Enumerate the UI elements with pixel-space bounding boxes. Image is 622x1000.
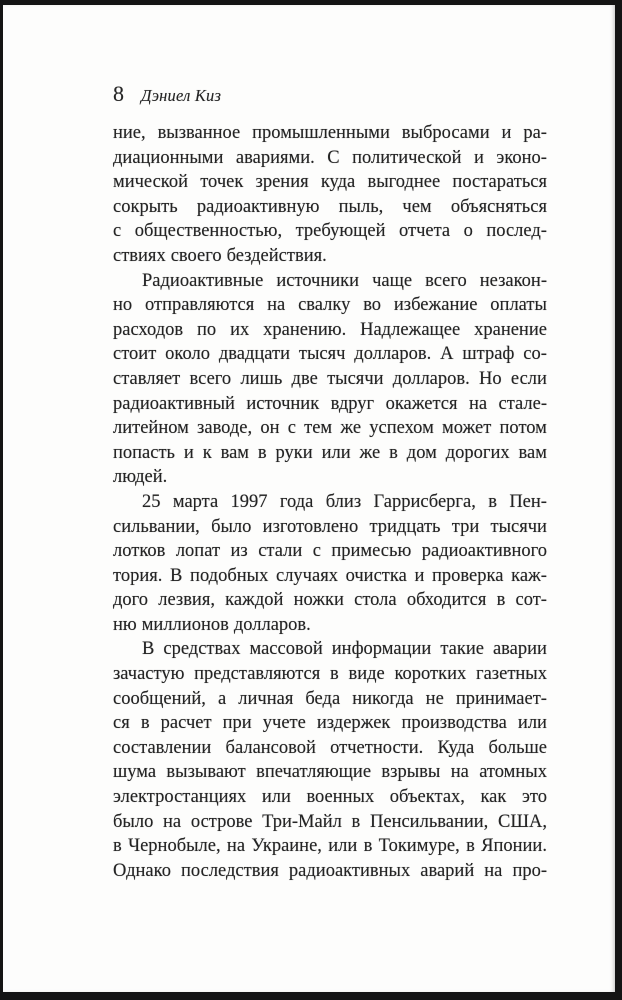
word: Токимуре,: [378, 836, 460, 857]
word: лезвия,: [158, 590, 215, 611]
text-line: [113, 441, 547, 466]
word: шума: [113, 762, 157, 783]
word: сообщений,: [113, 688, 206, 709]
word: Чернобыле,: [128, 836, 221, 857]
word: тысячи: [327, 368, 384, 389]
text-line: [113, 515, 547, 540]
word: обходится: [406, 590, 487, 611]
word: на: [226, 836, 246, 857]
word: подобных: [190, 565, 269, 586]
word: постараться: [452, 172, 547, 193]
word: своего: [170, 245, 222, 266]
word: 25: [142, 491, 161, 512]
word: с: [287, 418, 296, 439]
word: около: [165, 344, 210, 365]
word: производства: [401, 713, 507, 734]
word: или: [261, 787, 291, 808]
word: чаще: [372, 270, 413, 291]
word: в: [363, 836, 373, 857]
word: В: [170, 565, 183, 586]
word: долларов.: [392, 368, 470, 389]
word: лопат: [175, 541, 221, 562]
word: в: [488, 491, 497, 512]
word: окажется: [385, 393, 458, 414]
word: на: [450, 762, 469, 783]
word: ра-: [523, 123, 547, 143]
word: литейном: [113, 418, 189, 439]
word: и: [501, 123, 512, 143]
word: радиоактивных: [288, 860, 411, 881]
word: средствах: [163, 639, 241, 660]
word: Украине,: [251, 836, 322, 857]
text-line: [113, 564, 547, 589]
word: лишь: [240, 368, 283, 389]
word: личная: [238, 688, 294, 709]
word: или: [321, 442, 351, 463]
word: такие: [440, 639, 484, 660]
word: на: [163, 811, 182, 832]
word: Пен-: [509, 491, 547, 512]
word: и: [474, 147, 484, 168]
word: очистка: [345, 565, 407, 586]
word: попасть: [113, 442, 175, 463]
word: близ: [325, 491, 362, 512]
word: и: [183, 442, 194, 463]
word: массовой: [249, 639, 323, 660]
text-line: [113, 146, 547, 171]
text-line: [113, 293, 547, 318]
text-line: [113, 613, 547, 638]
word: как: [480, 787, 507, 808]
word: было: [113, 811, 154, 832]
word: или: [328, 836, 358, 857]
word: проверка: [432, 565, 504, 586]
word: стали: [258, 541, 303, 562]
word: ся: [113, 713, 130, 734]
word: объясняться: [450, 196, 547, 217]
word: стоит: [113, 344, 157, 365]
text-line: [113, 662, 547, 687]
word: людей.: [113, 467, 168, 488]
text-line: [113, 465, 547, 490]
word: потом: [499, 418, 547, 439]
word: политической: [352, 147, 462, 168]
word: Но: [479, 368, 502, 389]
word: по: [197, 319, 217, 340]
word: тридцать: [369, 516, 441, 537]
word: успехом: [369, 418, 434, 439]
word: три: [451, 516, 480, 537]
word: тысячи: [490, 516, 547, 537]
word: авариями.: [235, 147, 315, 168]
word: Радиоактивные: [142, 270, 264, 291]
word: беда: [305, 688, 341, 709]
word: он: [260, 418, 280, 439]
word: расчет: [160, 713, 212, 734]
word: же: [359, 442, 381, 463]
word: с: [113, 221, 122, 242]
word: учете: [262, 713, 306, 734]
word: аварии: [492, 639, 547, 660]
text-line: [113, 859, 547, 884]
word: Пенсильвании,: [370, 811, 489, 832]
word: вдруг: [330, 393, 375, 414]
word: объектах,: [389, 787, 465, 808]
word: источники: [276, 270, 360, 291]
text-line: [113, 834, 547, 859]
word: ние,: [113, 123, 146, 143]
word: отчетности.: [330, 737, 424, 758]
word: дом: [406, 442, 437, 463]
word: выбросами: [401, 123, 490, 143]
word: аварий: [420, 860, 475, 881]
word: их: [230, 319, 250, 340]
text-line: [113, 195, 547, 220]
text-line: [113, 219, 547, 244]
text-line: [113, 416, 547, 441]
word: случаях: [275, 565, 338, 586]
text-line: [113, 269, 547, 294]
word: взрывы: [381, 762, 441, 783]
word: расходов: [113, 319, 184, 340]
word: тем: [304, 418, 333, 439]
word: со-: [523, 344, 547, 365]
word: требующей: [295, 221, 386, 242]
word: ножки: [293, 590, 344, 611]
word: источник: [246, 393, 320, 414]
word: может: [441, 418, 492, 439]
word: точек: [200, 172, 244, 193]
word: миллионов: [141, 614, 229, 635]
word: во: [363, 295, 382, 316]
word: послед-: [486, 221, 547, 242]
text-line: [113, 539, 547, 564]
word: пыль,: [338, 196, 384, 217]
word: вызывают: [166, 762, 246, 783]
word: издержек: [316, 713, 391, 734]
word: в: [389, 442, 398, 463]
word: сильвании,: [113, 516, 200, 537]
word: зрения: [255, 172, 309, 193]
word: но: [113, 295, 133, 316]
text-block: [113, 121, 547, 883]
text-line: [113, 687, 547, 712]
word: отчета: [399, 221, 451, 242]
word: в: [140, 713, 150, 734]
running-head: [113, 81, 547, 109]
word: стале-: [498, 393, 547, 414]
word: Надлежащее: [360, 319, 461, 340]
word: долларов.: [233, 614, 311, 635]
text-line: [113, 170, 547, 195]
word: последствия: [181, 860, 279, 881]
word: А: [440, 344, 454, 365]
word: общественностью,: [134, 221, 283, 242]
text-line: [113, 367, 547, 392]
word: в: [351, 811, 361, 832]
word: радиоактивный: [113, 393, 235, 414]
word: Однако: [113, 860, 171, 881]
word: всего: [189, 368, 232, 389]
page-number: 8: [113, 81, 124, 106]
word: вам: [220, 442, 249, 463]
text-line: [113, 785, 547, 810]
text-line: [113, 760, 547, 785]
word: ствиях: [113, 245, 166, 266]
word: балансовой: [225, 737, 316, 758]
word: хранение: [474, 319, 547, 340]
word: С: [327, 147, 340, 168]
word: военных: [306, 787, 375, 808]
word: не: [425, 688, 444, 709]
word: же: [340, 418, 362, 439]
word: выгоднее: [367, 172, 441, 193]
word: мической: [113, 172, 188, 193]
word: газетных: [476, 664, 547, 685]
text-line: [113, 490, 547, 515]
word: бездействия.: [226, 245, 327, 266]
word: марта: [172, 491, 219, 512]
word: в: [257, 442, 267, 463]
text-line: [113, 588, 547, 613]
word: дорогих: [445, 442, 510, 463]
text-line: [113, 342, 547, 367]
word: а: [217, 688, 227, 709]
word: чем: [402, 196, 432, 217]
word: в: [113, 836, 122, 857]
word: было: [211, 516, 252, 537]
word: руки: [275, 442, 313, 463]
word: Японии.: [481, 836, 547, 857]
word: про-: [512, 860, 547, 881]
word: в: [496, 590, 506, 611]
word: Гаррисберга,: [373, 491, 476, 512]
text-line: [113, 637, 547, 662]
word: диационными: [113, 147, 224, 168]
word: больше: [488, 737, 547, 758]
word: США,: [497, 811, 547, 832]
word: примесью: [331, 541, 412, 562]
word: двадцати: [218, 344, 290, 365]
word: Куда: [437, 737, 475, 758]
word: заводе,: [197, 418, 253, 439]
word: отправляются: [144, 295, 255, 316]
word: это: [521, 787, 547, 808]
word: каж-: [511, 565, 547, 586]
word: зачастую: [113, 664, 185, 685]
word: 1997: [230, 491, 268, 512]
word: вам: [518, 442, 547, 463]
word: штраф: [462, 344, 515, 365]
word: свалку: [298, 295, 351, 316]
word: всего: [425, 270, 467, 291]
word: при: [222, 713, 252, 734]
text-line: [113, 392, 547, 417]
word: незакон-: [479, 270, 547, 291]
text-line: [113, 810, 547, 835]
word: лотков: [113, 541, 166, 562]
word: впечатляющие: [256, 762, 372, 783]
word: радиоактивную: [196, 196, 320, 217]
word: атомных: [479, 762, 547, 783]
word: года: [279, 491, 314, 512]
word: на: [267, 295, 286, 316]
word: хранению.: [263, 319, 347, 340]
word: изготовлено: [262, 516, 359, 537]
word: электростанциях: [113, 787, 247, 808]
word: коротких: [394, 664, 467, 685]
word: эконо-: [496, 147, 547, 168]
word: каждой: [225, 590, 284, 611]
word: составлении: [113, 737, 212, 758]
word: В: [142, 639, 155, 660]
word: сот-: [515, 590, 547, 611]
word: куда: [320, 172, 356, 193]
word: к: [202, 442, 212, 463]
book-page: [3, 5, 615, 992]
word: на: [468, 393, 488, 414]
word: никогда: [352, 688, 414, 709]
word: тысяч: [298, 344, 346, 365]
word: две: [291, 368, 318, 389]
word: или: [517, 713, 547, 734]
word: избежание: [393, 295, 478, 316]
word: и: [414, 565, 425, 586]
word: из: [230, 541, 248, 562]
running-head-author: Дэниел Киз: [141, 86, 222, 105]
word: принимает-: [455, 688, 547, 709]
text-line: [113, 736, 547, 761]
word: вызванное: [157, 123, 241, 143]
word: если: [510, 368, 547, 389]
word: ню: [113, 614, 137, 635]
word: на: [484, 860, 503, 881]
word: ставляет: [113, 368, 181, 389]
word: в: [330, 664, 339, 685]
word: промышленными: [252, 123, 390, 143]
word: информации: [331, 639, 432, 660]
word: дого: [113, 590, 149, 611]
word: Три-Майл: [262, 811, 342, 832]
word: оплаты: [490, 295, 547, 316]
word: стола: [354, 590, 397, 611]
word: острове: [190, 811, 253, 832]
word: представляются: [194, 664, 321, 685]
word: долларов.: [354, 344, 432, 365]
text-line: [113, 711, 547, 736]
word: радиоактивного: [421, 541, 547, 562]
word: сокрыть: [113, 196, 178, 217]
word: с: [312, 541, 321, 562]
word: о: [463, 221, 473, 242]
word: в: [466, 836, 475, 857]
text-line: [113, 318, 547, 343]
text-line: [113, 244, 547, 269]
text-line: [113, 121, 547, 146]
word: виде: [348, 664, 385, 685]
word: тория.: [113, 565, 163, 586]
